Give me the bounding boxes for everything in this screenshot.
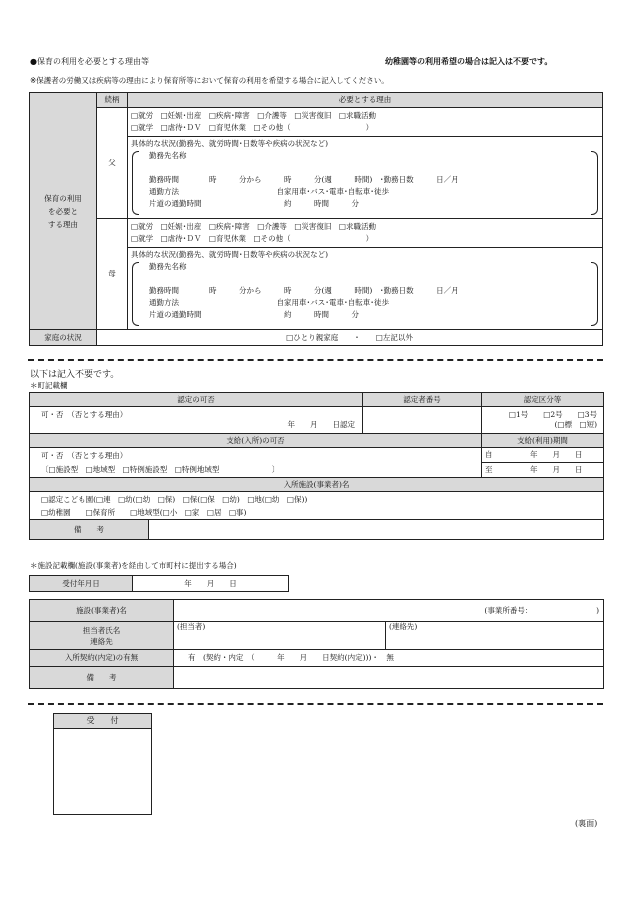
father-detail[interactable]: 具体的な状況(勤務先、就労時間･日数等や疾病の状況など) 勤務先名称 勤務時間 時 分から 時 分(週 時間) ･勤務日数 日／月 通勤方法 自家用車･バス･電車･自転車･徒歩 片道の通勤時間 約 時間 分: [128, 137, 603, 219]
family-options[interactable]: □ひとり親家庭 ・ □左記以外: [97, 330, 603, 346]
sub-note: ※保護者の労働又は疾病等の理由により保育所等において保育の利用を希望する場合に記入してください。: [30, 76, 389, 85]
facility-name-label: 施設(事業者)名: [30, 600, 174, 622]
receipt-date-table: [29, 575, 289, 592]
page-side: (裏面): [575, 819, 598, 828]
office-heading: 以下は記入不要です。: [30, 370, 120, 380]
father-checks[interactable]: □就労 □妊娠･出産 □疾病･障害 □介護等 □災害復旧 □求職活動 □就学 □虐待･ＤＶ □育児休業 □その他（ ）: [128, 108, 603, 137]
pay-cell[interactable]: 可・否 （否とする理由） 〔□施設型 □地域型 □特例施設型 □特例地域型 〕: [30, 448, 482, 478]
facility-remarks-label: 備 考: [30, 667, 174, 689]
mother-checks[interactable]: □就労 □妊娠･出産 □疾病･障害 □介護等 □災害復旧 □求職活動 □就学 □虐待･ＤＶ □育児休業 □その他（ ）: [128, 219, 603, 248]
period-cell[interactable]: 自 年 月 日 至 年 月 日: [482, 448, 604, 478]
recv-date-cell[interactable]: 年 月 日: [133, 576, 289, 592]
reason-header: 必要とする理由: [128, 93, 603, 108]
facility-label: ＊施設記載欄(施設(事業者)を経由して市町村に提出する場合): [30, 561, 237, 570]
cert-cell[interactable]: 可・否 （否とする理由） 年 月 日認定: [30, 407, 363, 434]
section-title: ●保育の利用を必要とする理由等: [30, 57, 149, 66]
family-label: 家庭の状況: [30, 330, 97, 346]
pay-header: 支給(入所)の可否: [30, 434, 482, 448]
facility-table: [29, 599, 604, 689]
person-cell[interactable]: (担当者): [174, 622, 386, 650]
reason-side-label: 保育の利用 を必要と する理由: [30, 93, 97, 330]
town-label: ＊町記載欄: [30, 381, 68, 390]
class-header: 認定区分等: [482, 393, 604, 407]
cut-line: [28, 359, 603, 361]
receipt-box: [53, 713, 152, 815]
receipt-label: 受 付: [54, 714, 151, 729]
certno-header: 認定者番号: [363, 393, 482, 407]
town-table: [29, 392, 604, 540]
cert-header: 認定の可否: [30, 393, 363, 407]
period-header: 支給(利用)期間: [482, 434, 604, 448]
remarks-label: 備 考: [30, 520, 149, 540]
recv-date-label: 受付年月日: [30, 576, 133, 592]
father-label: 父: [97, 108, 128, 219]
facility-cell[interactable]: □認定こども園(□連 □幼(□幼 □保) □保(□保 □幼) □地(□幼 □保)) □幼稚園 □保育所 □地域型(□小 □家 □居 □事): [30, 492, 604, 520]
contact-cell[interactable]: (連絡先): [386, 622, 604, 650]
note-right: 幼稚園等の利用希望の場合は記入は不要です。: [385, 57, 553, 66]
contract-cell[interactable]: 有 (契約・内定 （ 年 月 日契約(内定)))・ 無: [174, 650, 604, 667]
facility-name-cell[interactable]: (事業所番号： ): [174, 600, 604, 622]
remarks-cell[interactable]: [149, 520, 604, 540]
relation-header: 続柄: [97, 93, 128, 108]
mother-label: 母: [97, 219, 128, 330]
contract-label: 入所契約(内定)の有無: [30, 650, 174, 667]
cut-line-2: [28, 703, 603, 705]
certno-cell[interactable]: [363, 407, 482, 434]
reason-table: [29, 92, 603, 346]
contact-label: 担当者氏名 連絡先: [30, 622, 174, 650]
facility-remarks-cell[interactable]: [174, 667, 604, 689]
facility-header: 入所施設(事業者)名: [30, 478, 604, 492]
mother-detail[interactable]: 具体的な状況(勤務先、就労時間･日数等や疾病の状況など) 勤務先名称 勤務時間 時 分から 時 分(週 時間) ･勤務日数 日／月 通勤方法 自家用車･バス･電車･自転車･徒歩 片道の通勤時間 約 時間 分: [128, 248, 603, 330]
class-cell[interactable]: □1号 □2号 □3号 (□標 □短): [482, 407, 604, 434]
